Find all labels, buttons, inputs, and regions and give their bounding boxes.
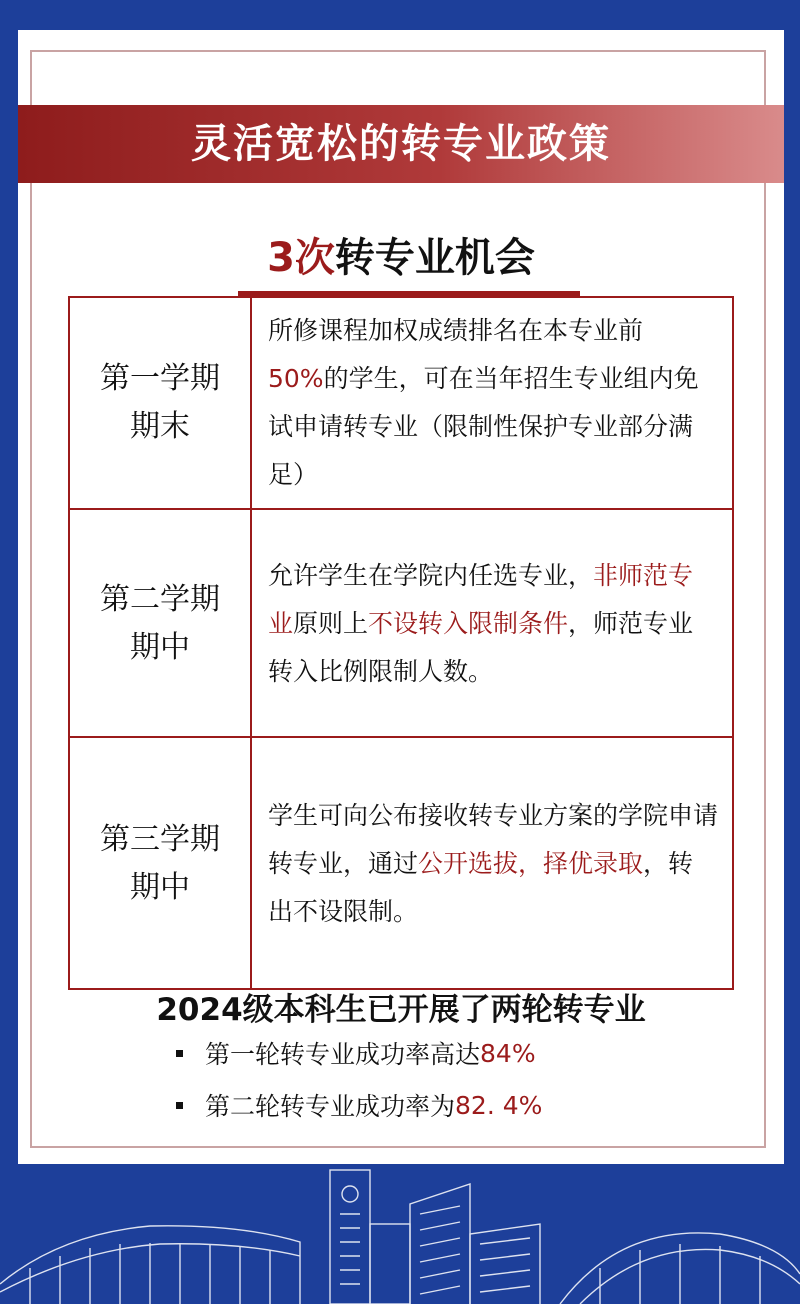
- description-cell: [268, 298, 718, 508]
- page-title: 灵活宽松的转专业政策: [191, 121, 611, 167]
- period-line: 第三学期: [100, 822, 220, 857]
- period-cell: [70, 298, 252, 508]
- subtitle: [18, 226, 784, 283]
- desc-text: ，师范专业转入比例限制人数。: [268, 609, 694, 686]
- subtitle-text: 转专业机会: [334, 235, 535, 281]
- desc-text: 学生可向公布接收转专业方案的学院申请转专业，通过: [268, 801, 719, 878]
- list-item: [176, 1087, 542, 1123]
- poster-card: [18, 30, 784, 1164]
- campus-skyline-illustration: [0, 1164, 800, 1304]
- period-line: 第二学期: [100, 582, 220, 617]
- desc-text: 所修课程加权成绩排名在本专业前: [268, 316, 644, 345]
- desc-text: 允许学生在学院内任选专业，: [268, 561, 594, 590]
- bullet-label: 第二轮转专业成功率为: [205, 1092, 456, 1121]
- desc-highlight: 非师范专业: [268, 561, 694, 638]
- table-row: [70, 508, 732, 738]
- table-row: [70, 736, 732, 990]
- period-line: 期末: [130, 409, 190, 444]
- desc-text: ，转出不设限制。: [268, 849, 694, 926]
- subtitle-number: 3次: [267, 235, 335, 281]
- summary-title: 2024级本科生已开展了两轮转专业: [156, 992, 646, 1028]
- policy-table: [68, 296, 734, 990]
- bullet-icon: [176, 1102, 183, 1109]
- period-cell: [70, 738, 252, 990]
- period-line: 第一学期: [100, 361, 220, 396]
- table-row: [70, 298, 732, 508]
- bullet-value: 82. 4%: [455, 1090, 543, 1120]
- period-cell: [70, 510, 252, 738]
- title-banner: [18, 105, 784, 183]
- desc-text: 原则上: [293, 609, 369, 638]
- desc-highlight: 公开选拔，择优录取: [418, 849, 644, 878]
- bullet-label: 第一轮转专业成功率高达: [205, 1040, 481, 1069]
- bullet-icon: [176, 1050, 183, 1057]
- description-cell: [268, 738, 718, 990]
- bullet-value: 84%: [480, 1038, 536, 1068]
- desc-highlight: 50%: [268, 364, 324, 393]
- desc-text: 的学生，可在当年招生专业组内免试申请转专业（限制性保护专业部分满足）: [268, 364, 699, 489]
- desc-highlight: 不设转入限制条件: [368, 609, 569, 638]
- list-item: [176, 1035, 536, 1071]
- period-line: 期中: [130, 630, 190, 665]
- period-line: 期中: [130, 870, 190, 905]
- description-cell: [268, 510, 718, 738]
